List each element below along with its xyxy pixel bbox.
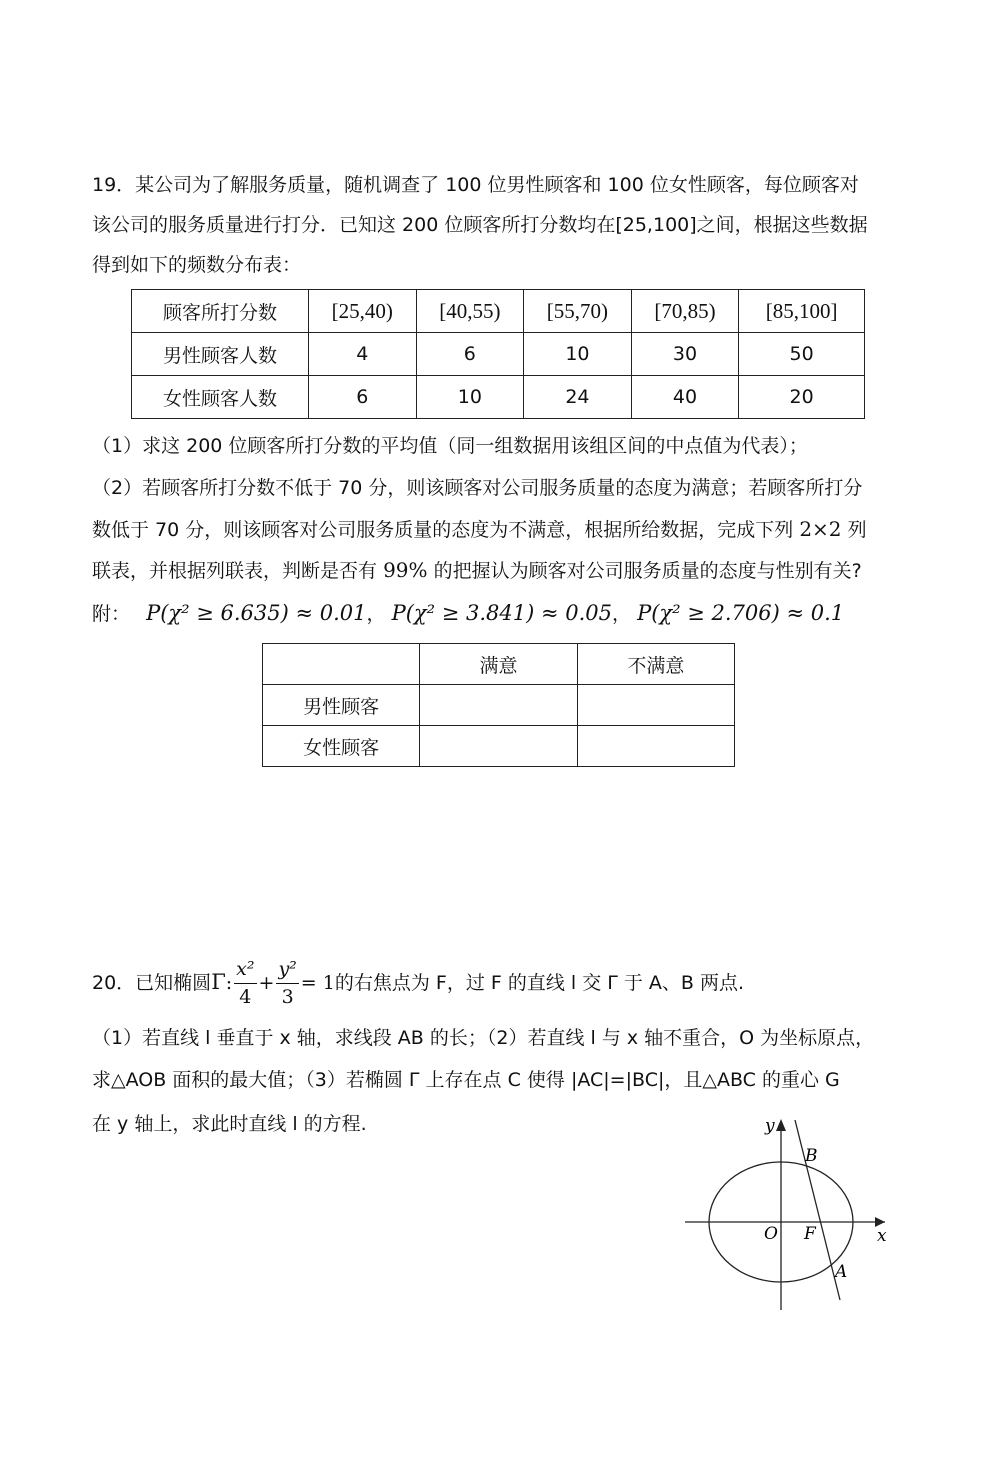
empty-cell bbox=[420, 685, 577, 726]
value-cell: 24 bbox=[524, 376, 632, 419]
interval-cell: [70,85) bbox=[631, 290, 739, 333]
text-segment: 的把握认为顾客对公司服务质量的态度与性别有关? bbox=[433, 560, 862, 582]
q19-part-2-line-1: （2）若顾客所打分数不低于 70 分，则该顾客对公司服务质量的态度为满意；若顾客所打分 bbox=[92, 477, 863, 499]
row-label-cell: 女性顾客人数 bbox=[132, 376, 309, 419]
fraction-y2-3 bbox=[276, 958, 298, 1009]
plus-sign: + bbox=[258, 971, 275, 994]
text-segment: 的右焦点为 F，过 F 的直线 l 交 Γ 于 A、B 两点. bbox=[334, 971, 745, 994]
interval-cell: [85,100] bbox=[739, 290, 865, 333]
appendix-item: P(χ² ≥ 6.635) ≈ 0.01 bbox=[146, 601, 367, 625]
row-label-cell: 男性顾客 bbox=[263, 685, 420, 726]
appendix-label: 附： bbox=[92, 603, 131, 625]
table-header-cell: 满意 bbox=[420, 644, 577, 685]
frequency-table bbox=[131, 289, 865, 419]
fraction-denominator: 3 bbox=[281, 985, 294, 1008]
table-row bbox=[263, 644, 735, 685]
ellipse-figure bbox=[680, 1115, 895, 1315]
math-percent: 99% bbox=[383, 558, 428, 582]
math-2x2: 2×2 bbox=[799, 517, 842, 541]
y-axis-arrow bbox=[776, 1119, 786, 1131]
empty-cell bbox=[577, 685, 734, 726]
label-b: B bbox=[805, 1146, 818, 1166]
row-label-cell: 男性顾客人数 bbox=[132, 333, 309, 376]
appendix-item: P(χ² ≥ 2.706) ≈ 0.1 bbox=[637, 601, 845, 625]
table-row bbox=[132, 290, 865, 333]
value-cell: 10 bbox=[416, 376, 524, 419]
text-segment: 列 bbox=[847, 519, 867, 541]
q19-appendix: 附： P(χ² ≥ 6.635) ≈ 0.01， P(χ² ≥ 3.841) ≈ 0.05， P(χ² ≥ 2.706) ≈ 0.1 bbox=[92, 601, 845, 625]
q19-line-2: 该公司的服务质量进行打分．已知这 200 位顾客所打分数均在[25,100]之间，根据这些数据 bbox=[92, 214, 868, 236]
text-segment: 20．已知椭圆 bbox=[92, 971, 212, 994]
q20-line-1 bbox=[92, 958, 744, 1009]
value-cell: 40 bbox=[631, 376, 739, 419]
interval-cell: [25,40) bbox=[309, 290, 417, 333]
gamma-symbol: Γ bbox=[211, 969, 226, 994]
q20-line-3: 求△AOB 面积的最大值；（3）若椭圆 Γ 上存在点 C 使得 |AC|=|BC|，且△ABC 的重心 G bbox=[92, 1069, 840, 1091]
value-cell: 6 bbox=[309, 376, 417, 419]
row-label-cell: 女性顾客 bbox=[263, 726, 420, 767]
q19-line-3: 得到如下的频数分布表： bbox=[92, 254, 302, 276]
fraction-x2-4 bbox=[234, 958, 256, 1009]
value-cell: 4 bbox=[309, 333, 417, 376]
equals-one: = 1 bbox=[300, 971, 335, 994]
line-l bbox=[795, 1120, 840, 1300]
label-y: y bbox=[765, 1116, 775, 1136]
value-cell: 30 bbox=[631, 333, 739, 376]
table-row bbox=[132, 376, 865, 419]
q19-line-1: 19．某公司为了解服务质量，随机调查了 100 位男性顾客和 100 位女性顾客，每位顾客对 bbox=[92, 174, 859, 196]
fraction-numerator: x² bbox=[234, 958, 256, 984]
text-segment: 联表，并根据列联表，判断是否有 bbox=[92, 560, 378, 582]
q20-line-2: （1）若直线 l 垂直于 x 轴，求线段 AB 的长；（2）若直线 l 与 x 轴不重合，O 为坐标原点， bbox=[92, 1027, 875, 1049]
table-header-cell: 不满意 bbox=[577, 644, 734, 685]
q20-line-4: 在 y 轴上，求此时直线 l 的方程. bbox=[92, 1113, 367, 1135]
table-header-cell: 顾客所打分数 bbox=[132, 290, 309, 333]
label-f: F bbox=[804, 1224, 816, 1244]
table-row bbox=[263, 685, 735, 726]
table-header-cell bbox=[263, 644, 420, 685]
table-row bbox=[263, 726, 735, 767]
table-row bbox=[132, 333, 865, 376]
interval-cell: [40,55) bbox=[416, 290, 524, 333]
value-cell: 20 bbox=[739, 376, 865, 419]
interval-cell: [55,70) bbox=[524, 290, 632, 333]
q19-part-2-line-3 bbox=[92, 560, 862, 581]
empty-cell bbox=[577, 726, 734, 767]
q19-part-1: （1）求这 200 位顾客所打分数的平均值（同一组数据用该组区间的中点值为代表）； bbox=[92, 435, 808, 457]
empty-cell bbox=[420, 726, 577, 767]
contingency-table bbox=[262, 643, 735, 767]
label-a: A bbox=[835, 1262, 848, 1282]
colon: : bbox=[225, 971, 233, 994]
value-cell: 10 bbox=[524, 333, 632, 376]
fraction-denominator: 4 bbox=[239, 985, 252, 1008]
appendix-item: P(χ² ≥ 3.841) ≈ 0.05 bbox=[391, 601, 612, 625]
fraction-numerator: y² bbox=[276, 958, 298, 984]
value-cell: 50 bbox=[739, 333, 865, 376]
q19-part-2-line-2 bbox=[92, 519, 867, 540]
label-x: x bbox=[877, 1226, 887, 1246]
value-cell: 6 bbox=[416, 333, 524, 376]
label-o: O bbox=[764, 1224, 778, 1244]
text-segment: 数低于 70 分，则该顾客对公司服务质量的态度为不满意，根据所给数据，完成下列 bbox=[92, 519, 794, 541]
